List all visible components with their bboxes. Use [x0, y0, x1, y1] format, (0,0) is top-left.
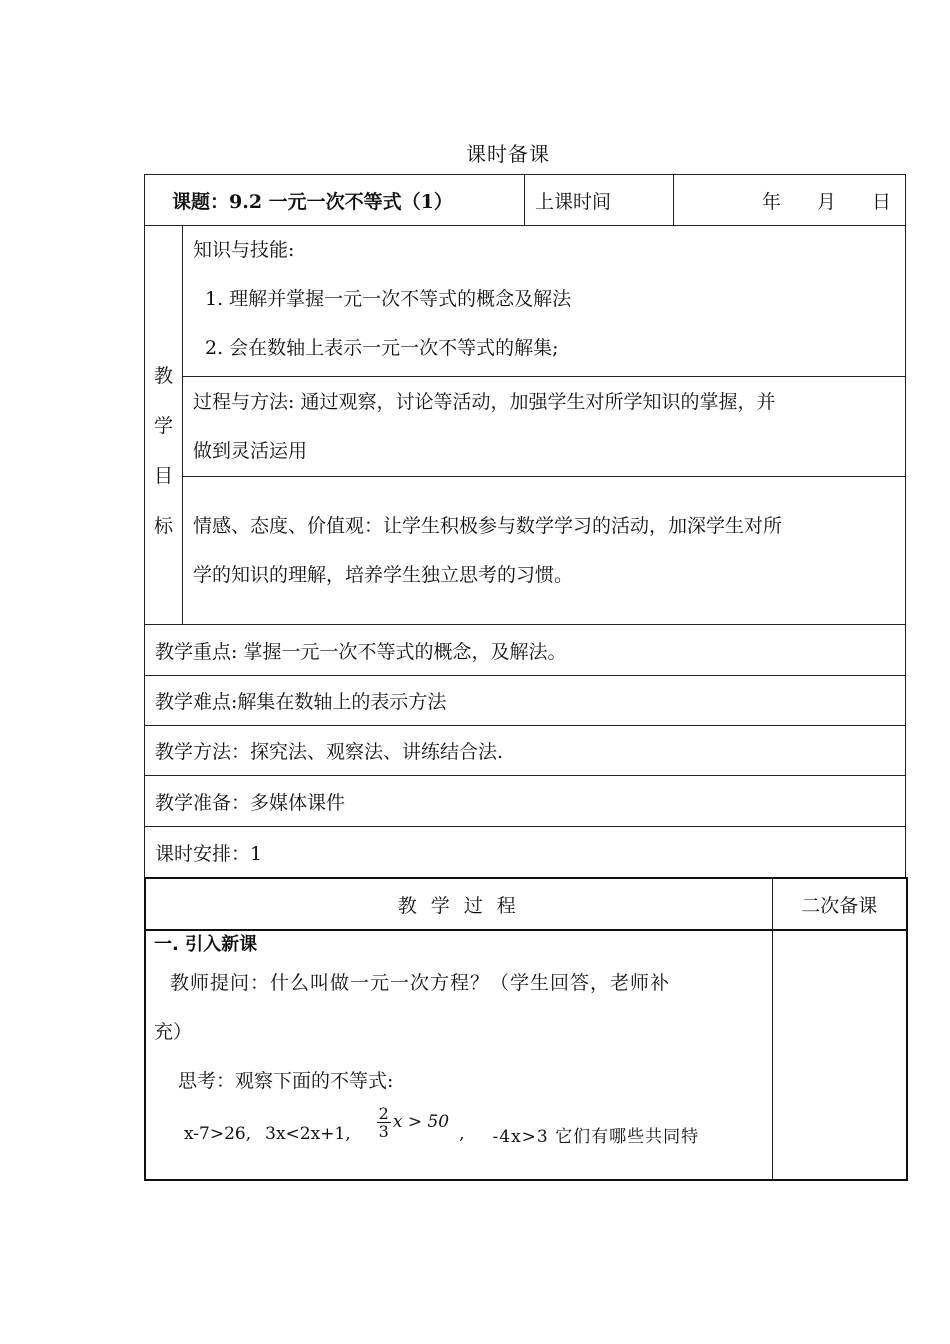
process-content [145, 930, 772, 1180]
schedule: 课时安排：1 [145, 827, 906, 878]
topic-text: 课题：9.2 一元一次不等式（1） [172, 190, 453, 213]
method-row [145, 726, 906, 776]
fraction-inequality [377, 1105, 449, 1140]
knowledge-item: 1. 理解并掌握一元一次不等式的概念及解法 [205, 288, 572, 310]
inequality: x-7>26, [184, 1124, 252, 1144]
emotion-cell [183, 477, 906, 625]
date-month: 月 [816, 190, 836, 213]
second-prep-header: 二次备课 [772, 878, 907, 930]
goals-side-label [145, 226, 183, 625]
fraction-numerator: 2 [378, 1103, 389, 1123]
process-header: 教 学 过 程 [145, 878, 772, 930]
inequality: -4x>3 它们有哪些共同特 [492, 1126, 700, 1147]
lesson-plan-table [144, 174, 906, 878]
date-day: 日 [871, 190, 891, 213]
fraction-denominator: 3 [378, 1121, 389, 1141]
schedule-row [145, 827, 906, 878]
second-prep-cell [772, 930, 907, 1180]
emotion-line: 学的知识的理解，培养学生独立思考的习惯。 [193, 563, 574, 586]
difficulty: 教学难点:解集在数轴上的表示方法 [145, 676, 906, 726]
preparation-row [145, 776, 906, 827]
process-body-row [145, 930, 907, 1180]
teaching-method: 教学方法：探究法、观察法、讲练结合法. [145, 726, 906, 776]
difficulty-row [145, 676, 906, 726]
knowledge-cell [183, 226, 906, 377]
side-char: 标 [153, 515, 173, 537]
side-char: 教 [153, 365, 173, 387]
emotion-line: 情感、态度、价值观：让学生积极参与数学学习的活动，加深学生对所 [193, 514, 783, 537]
teacher-question-cont: 充） [154, 1021, 193, 1043]
topic-cell [145, 175, 525, 226]
think-prompt: 思考：观察下面的不等式: [178, 1070, 394, 1092]
fraction-rest: x > 50 [392, 1111, 450, 1132]
class-time-label [525, 175, 674, 226]
topic-row [145, 175, 906, 226]
knowledge-item: 2. 会在数轴上表示一元一次不等式的解集; [205, 337, 559, 359]
process-line: 过程与方法: 通过观察，讨论等活动，加强学生对所学知识的掌握，并 [193, 390, 776, 413]
fraction [377, 1105, 391, 1140]
section-title: 一. 引入新课 [154, 934, 258, 955]
side-char: 学 [153, 415, 173, 437]
process-method-cell [183, 377, 906, 477]
goal-process-row [145, 377, 906, 477]
class-date-cell [674, 175, 906, 226]
page-title: 课时备课 [466, 142, 550, 166]
preparation: 教学准备：多媒体课件 [145, 776, 906, 827]
inequalities-line [154, 1103, 764, 1162]
inequality: 3x<2x+1, [265, 1124, 351, 1144]
process-table [144, 877, 908, 1181]
knowledge-title: 知识与技能: [193, 239, 295, 261]
goal-knowledge-row [145, 226, 906, 377]
date-year: 年 [761, 190, 781, 213]
separator: , [459, 1124, 465, 1144]
teacher-question: 教师提问：什么叫做一元一次方程？（学生回答，老师补 [170, 972, 671, 994]
side-char: 目 [153, 465, 173, 487]
process-line: 做到灵活运用 [193, 439, 308, 462]
class-time-text: 上课时间 [535, 190, 612, 213]
key-points: 教学重点: 掌握一元一次不等式的概念，及解法。 [145, 625, 906, 676]
key-points-row [145, 625, 906, 676]
process-header-row [145, 878, 907, 930]
goal-emotion-row [145, 477, 906, 625]
